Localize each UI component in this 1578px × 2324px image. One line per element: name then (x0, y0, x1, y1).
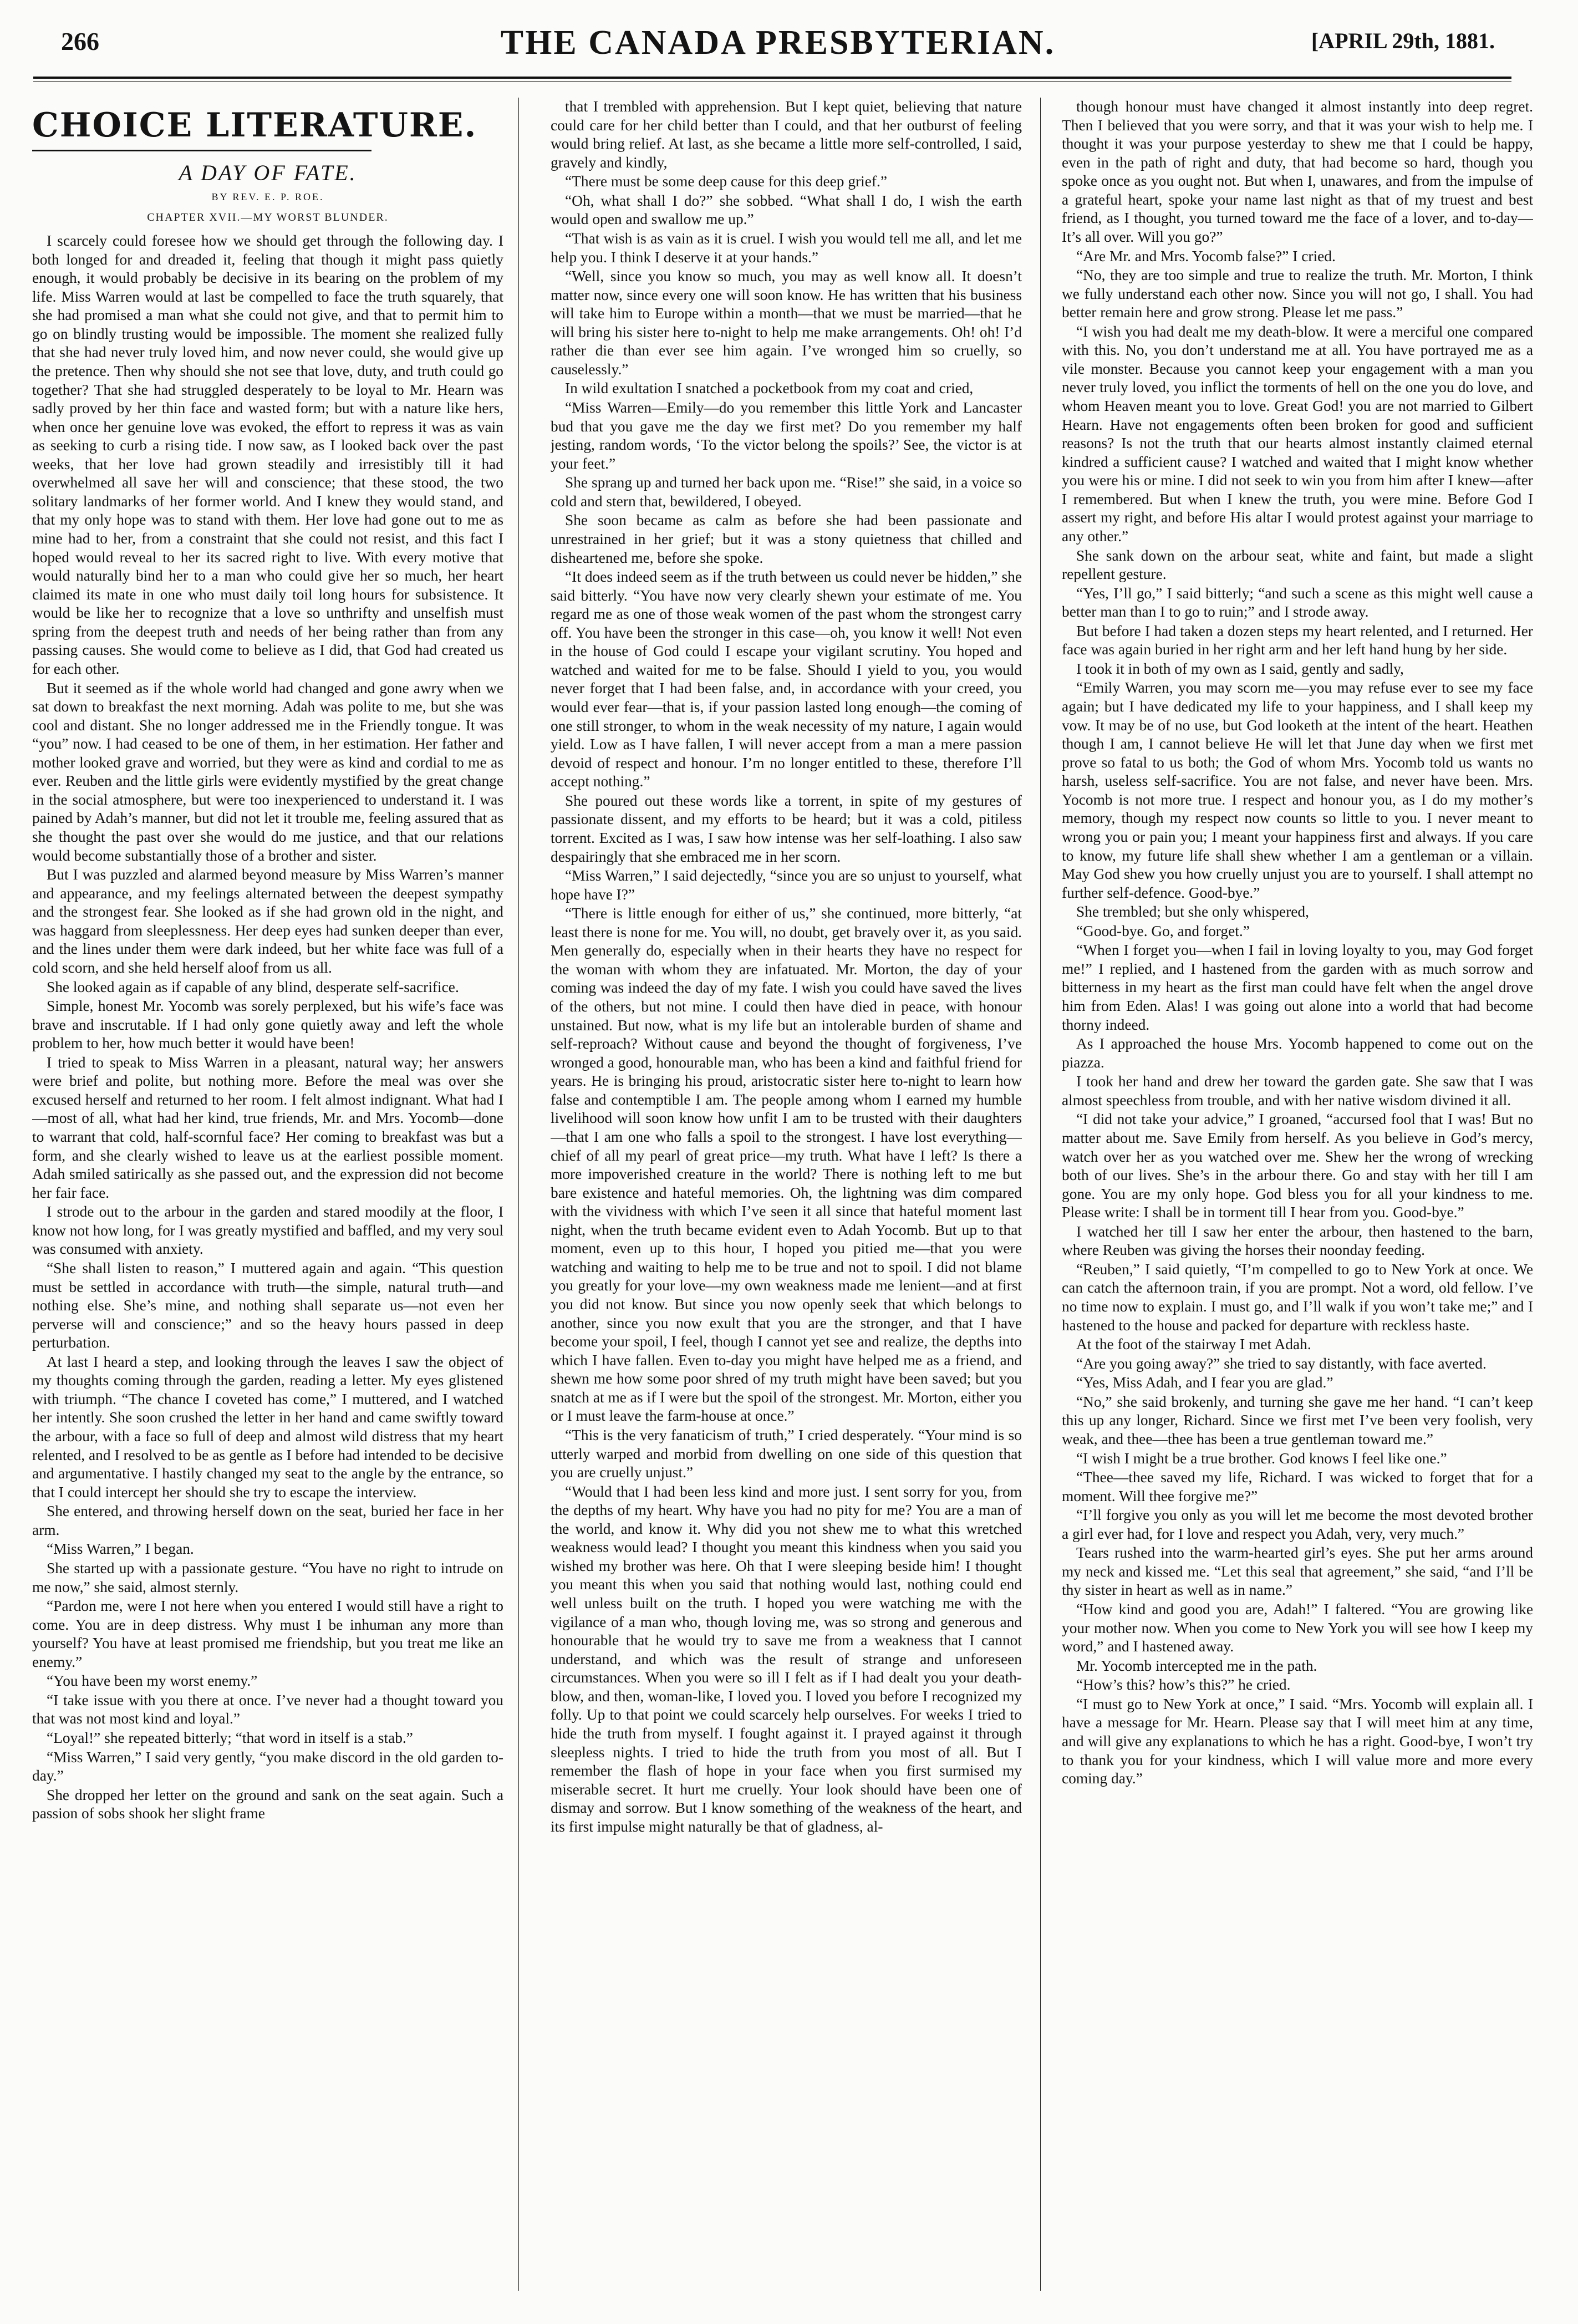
paragraph: “I must go to New York at once,” I said. “Mrs. Yocomb will explain all. I have a message for Mr. Hearn. Please say that I will meet him at any time, and will give any explanations to which he has a right. Good-bye, I won’t try to thank you for your kindness, which I will value more and more every coming day.” (1062, 1695, 1533, 1787)
paragraph: “It does indeed seem as if the truth between us could never be hidden,” she said bitterly. “You have now very clearly shewn your estimate of me. You regard me as one of those weak women of the past whom the strongest carry off. You have been the stronger in this case—oh, you know it well! Not even in the house of God could I escape your vigilant scrutiny. You hoped and watched and waited for me to be false. Should I yield to you, you would never forget that I had been false, and, in accordance with your creed, you would ever fear—that is, if your passion lasted long enough—the coming of one still stronger, to whom in the weak necessity of my nature, I again would yield. Low as I have fallen, I will never accept from a man a mere passion devoid of respect and honour. I’m no longer entitled to these, therefore I’ll accept nothing.” (551, 568, 1022, 790)
paragraph: Mr. Yocomb intercepted me in the path. (1076, 1657, 1317, 1674)
paragraph: I took her hand and drew her toward the garden gate. She saw that I was almost speechless from trouble, and with her native wisdom divined it all. (1062, 1073, 1533, 1108)
section-heading-rule (32, 150, 371, 151)
paragraph: I tried to speak to Miss Warren in a pleasant, natural way; her answers were brief and polite, but nothing more. Before the meal was over she excused herself and returned to her room. I felt almost indignant. What had I—most of all, what had her kind, true friends, Mr. and Mrs. Yocomb—done to warrant that cold, half-scornful face? Her coming to breakfast was but a form, and she clearly wished to leave us at the earliest possible moment. Adah smiled satirically as she passed out, and the expression did not become her fair face. (32, 1054, 503, 1201)
paragraph: I took it in both of my own as I said, gently and sadly, (1076, 660, 1404, 677)
paragraph: “Yes, I’ll go,” I said bitterly; “and such a scene as this might well cause a better man than I to go to ruin;” and I strode away. (1062, 584, 1533, 621)
paragraph: Simple, honest Mr. Yocomb was sorely perplexed, but his wife’s face was brave and inscrutable. If I had only gone quietly away and left the whole problem to her, how much better it would have been! (32, 998, 503, 1052)
paragraph: “Pardon me, were I not here when you entered I would still have a right to come. You are in deep distress. Why must I be inhuman any more than yourself? You have at least promised me friendship, but you treat me like an enemy.” (32, 1598, 503, 1670)
paragraph: “Miss Warren,” I said dejectedly, “since you are so unjust to yourself, what hope have I?” (551, 867, 1022, 903)
paper-title: THE CANADA PRESBYTERIAN. (500, 24, 1056, 62)
column-1 (32, 98, 503, 2285)
paragraph: “She shall listen to reason,” I muttered again and again. “This question must be settled in accordance with truth—the simple, natural truth—and nothing else. She’s mine, and nothing shall separate us—not even her perverse will and conscience;” and so the heavy hours passed in deep perturbation. (32, 1259, 503, 1351)
paragraph: She sprang up and turned her back upon me. “Rise!” she said, in a voice so cold and stern that, bewildered, I obeyed. (551, 474, 1022, 510)
paragraph: “No, they are too simple and true to realize the truth. Mr. Morton, I think we fully understand each other now. Since you will not go, I shall. You had better remain here and grow strong. Please let me pass.” (1062, 267, 1533, 321)
paragraph: “There is little enough for either of us,” she continued, more bitterly, “at least there is none for me. You will, no doubt, get bravely over it, as you said. Men generally do, especially when in their hearts they have no respect for the woman with whom they are infatuated. Mr. Morton, the day of your coming was indeed the day of my fate. I wish you could have saved the lives of the others, but not mine. I could then have died in peace, with honour unstained. But now, what is my life but an intolerable burden of shame and self-reproach? Without cause and beyond the thought of forgiveness, I’ve wronged a good, honourable man, who has been a kind and faithful friend for years. He is bringing his proud, aristocratic sister here to-night to learn how false and contemptible I am. The people among whom I earned my humble livelihood will soon know how unfit I am to be trusted with their daughters—that I am one who falls a spoil to the strongest. I have lost everything—chief of all my pearl of great price—my truth. What have I left? Is there a more impoverished creature in the world? There is nothing left to me but bare existence and hateful memories. Oh, the lightning was dim compared with the vividness with which I’ve seen it all since that hateful moment last night, when the truth became evident even to Adah Yocomb. But up to that moment, even up to this hour, I hoped you pitied me—that you were watching and waiting to help me to be true and not to spoil. I did not blame you greatly for your love—my own weakness made me lenient—and at first you did not know. But since you now openly seek that which belongs to another, since you now exult that you are the stronger, and that I have become your spoil, I feel, though I cannot yet see and realize, the depths into which I have fallen. Even to-day you might have helped me as a friend, and shewn me how some poor shred of my truth might have been saved; but you snatch at me as if I were but the spoil of the strongest. Mr. Morton, either you or I must leave the farm-house at once.” (551, 905, 1022, 1425)
paragraph: I strode out to the arbour in the garden and stared moodily at the floor, I know not how long, for I was greatly mystified and baffled, and my very soul was consumed with anxiety. (32, 1203, 503, 1258)
story-title: A DAY OF FATE. (179, 160, 357, 185)
paragraph: “Good-bye. Go, and forget.” (1076, 922, 1250, 939)
paragraph: though honour must have changed it almost instantly into deep regret. Then I believed that you were sorry, and that it was your wish to help me. I thought it was your purpose yesterday to shew me that I could be happy, even in the path of right and duty, that had become so hard, though you spoke once as you ought not. But when I, unawares, and from the impulse of a grateful heart, spoke your name last night as that of my truest and best friend, as I thought, you turned toward me the face of a lover, and to-day—It’s all over. Will you go?” (1062, 98, 1533, 245)
paragraph: “Reuben,” I said quietly, “I’m compelled to go to New York at once. We can catch the afternoon train, if you are prompt. Not a word, old fellow. I’ve no time now to explain. I must go, and I’ll walk if you won’t take me;” and I hastened to the house and packed for departure with reckless haste. (1062, 1260, 1533, 1334)
masthead (61, 24, 1495, 65)
paragraph: “Miss Warren,” I began. (47, 1540, 194, 1558)
paragraph: “How kind and good you are, Adah!” I faltered. “You are growing like your mother now. When you come to New York you will see how I keep my word,” and I hastened away. (1062, 1601, 1533, 1655)
paragraph: “Well, since you know so much, you may as well know all. It doesn’t matter now, since every one will soon know. He has written that his business will take him to Europe within a month—that we must be married—that he will bring his sister here to-night to help me make arrangements. Oh! oh! I’d rather die than ever see him again. I’ve wronged him so cruelly, so causelessly.” (551, 268, 1022, 378)
paragraph: As I approached the house Mrs. Yocomb happened to come out on the piazza. (1062, 1035, 1533, 1071)
paragraph: “When I forget you—when I fail in loving loyalty to you, may God forget me!” I replied, and I hastened from the garden with as much sorrow and bitterness in my heart as the first man could have felt when the angel drove him from Eden. Alas! I was going out alone into a world that had become thorny indeed. (1062, 942, 1533, 1033)
paragraph: “Thee—thee saved my life, Richard. I was wicked to forget that for a moment. Will thee forgive me?” (1062, 1469, 1533, 1504)
page-number: 266 (61, 27, 99, 55)
paragraph: But I was puzzled and alarmed beyond measure by Miss Warren’s manner and appearance, and my feelings alternated between the deepest sympathy and the strongest fear. She looked as if she had grown old in the night, and was haggard from sleeplessness. Her deep eyes had sunken deeper than ever, and the lines under them were dark indeed, but her white face was full of a cold scorn, and she held herself aloof from us all. (32, 866, 503, 976)
column-divider (1040, 98, 1041, 2291)
paragraph: “Oh, what shall I do?” she sobbed. “What shall I do, I wish the earth would open and swallow me up.” (551, 192, 1022, 228)
paragraph: “I take issue with you there at once. I’ve never had a thought toward you that was not most kind and loyal.” (32, 1691, 503, 1727)
column-3-body (1062, 98, 1533, 1788)
paragraph: “I’ll forgive you only as you will let me become the most devoted brother a girl ever had, for I love and respect you Adah, very, very much.” (1062, 1507, 1533, 1542)
paragraph: “There must be some deep cause for this deep grief.” (565, 173, 888, 190)
paragraph: In wild exultation I snatched a pocketbook from my coat and cried, (565, 380, 974, 397)
chapter-heading: CHAPTER XVII.—MY WORST BLUNDER. (147, 211, 389, 223)
column-1-body (32, 232, 503, 1823)
paragraph: I watched her till I saw her enter the arbour, then hastened to the barn, where Reuben was giving the horses their noonday feeding. (1062, 1223, 1533, 1259)
paragraph: But it seemed as if the whole world had changed and gone awry when we sat down to breakfast the next morning. Adah was polite to me, but she was cool and distant. She no longer addressed me in the Friendly tongue. It was “you” now. I had ceased to be one of them, in her estimation. Her father and mother looked grave and worried, but they were as kind and cordial to me as ever. Reuben and the little girls were evidently mystified by the great change in the social atmosphere, but were too inexperienced to understand it. I was pained by Adah’s manner, but did not let it trouble me, feeling assured that as she thought the past over she would do me justice, and that our relations would become substantially those of a brother and sister. (32, 679, 503, 864)
paragraph: She dropped her letter on the ground and sank on the seat again. Such a passion of sobs shook her slight frame (32, 1786, 503, 1822)
paragraph: “Are you going away?” she tried to say distantly, with face averted. (1076, 1355, 1487, 1372)
paragraph: But before I had taken a dozen steps my heart relented, and I returned. Her face was again buried in her right arm and her left hand hung by her side. (1062, 622, 1533, 658)
paragraph: that I trembled with apprehension. But I kept quiet, believing that nature could care for her child better than I could, and that her outburst of feeling would bring relief. At last, as she became a little more self-controlled, I said, gravely and kindly, (551, 98, 1022, 171)
paragraph: She entered, and throwing herself down on the seat, buried her face in her arm. (32, 1503, 503, 1538)
paragraph: She soon became as calm as before she had been passionate and unrestrained in her grief; but it was a stony quietness that chilled and disheartened me, before she spoke. (551, 512, 1022, 566)
paragraph: Tears rushed into the warm-hearted girl’s eyes. She put her arms around my neck and kissed me. “Let this seal that agreement,” she said, “and I’ll be thy sister in heart as well as in name.” (1062, 1544, 1533, 1599)
paragraph: “Emily Warren, you may scorn me—you may refuse ever to see my face again; but I have dedicated my life to your happiness, and I shall keep my vow. It may be of no use, but God looketh at the intent of the heart. Heathen though I am, I cannot believe He will let that June day when we first met prove so fatal to us both; the God of whom Mrs. Yocomb told us wants no harsh, useless self-sacrifice. You are not false, and never have been. Mrs. Yocomb is not more true. I respect and honour you, as I do my mother’s memory, though my respect now counts so little to you. I never meant to wrong you or pain you; I meant your happiness first and always. If you care to know, my future life shall shew whether I am a gentleman or a villain. May God shew you how cruelly unjust you are to yourself. I shall attempt no further self-defence. Good-bye.” (1062, 679, 1533, 901)
paragraph: “I did not take your advice,” I groaned, “accursed fool that I was! But no matter about me. Save Emily from herself. As you believe in God’s mercy, watch over her as you watched over me. Shew her the wrong of wrecking both of our lives. She’s in the arbour there. Go and stay with her till I am gone. You are my only hope. God bless you for all your kindness to me. Please write: I shall be in torment till I hear from you. Good-bye.” (1062, 1111, 1533, 1221)
paragraph: “Would that I had been less kind and more just. I sent sorry for you, from the depths of my heart. Why have you had no pity for me? You are a man of the world, and know it. Why did you not shew me to what this wretched weakness would lead? I thought you meant this kindness when you said you wished my brother was here. Oh that I were sleeping beside him! I thought you meant this when you said that nothing would last, nothing could end well unless built on the truth. I hoped you were watching me with the vigilance of a man who, though loving me, was so strong and generous and honourable that he would try to save me from a weakness that I cannot understand, and which was the result of strange and unforeseen circumstances. When you were so ill I felt as if I had dealt you your death-blow, and then, woman-like, I loved you. I loved you before I recognized my folly. Up to that point we could scarcely help ourselves. For weeks I tried to hide the truth from myself. I fought against it. I prayed against it through sleepless nights. I tried to hide the truth from you most of all. But I remember the flash of hope in your face when you first surmised my miserable secret. It hurt me cruelly. Your look should have been one of dismay and sorrow. But I know something of the weakness of the heart, and its first impulse might naturally be that of gladness, al- (551, 1483, 1022, 1835)
column-2 (551, 98, 1022, 2285)
paragraph: She looked again as if capable of any blind, desperate self-sacrifice. (47, 978, 459, 995)
masthead-rule-thin (33, 81, 1511, 82)
paragraph: At the foot of the stairway I met Adah. (1076, 1336, 1311, 1353)
section-heading: CHOICE LITERATURE. (32, 106, 477, 145)
paragraph: “That wish is as vain as it is cruel. I wish you would tell me all, and let me help you. I think I deserve it at your hands.” (551, 230, 1022, 266)
paragraph: “Miss Warren—Emily—do you remember this little York and Lancaster bud that you gave me the day we first met? Do you remember my half jesting, random words, ‘To the victor belong the spoils?’ See, the victor is at your feet.” (551, 399, 1022, 472)
paragraph: I scarcely could foresee how we should get through the following day. I both longed for and dreaded it, feeling that though it might pass quietly enough, it would probably be decisive in its bearing on the problem of my life. Miss Warren would at last be compelled to face the truth squarely, that she had promised a man what she could not give, and that to permit him to go on blindly trusting would be impossible. The moment she realized fully that she had never truly loved him, and now never could, she would give up the pretence. Then why should she not see that love, duty, and truth could go together? That she had struggled desperately to be loyal to Mr. Hearn was sadly proved by her thin face and wasted form; but with a nature like hers, when once her genuine love was evoked, the effort to repress it was as vain as seeking to curb a rising tide. I now saw, as I looked back over the past weeks, that her love had grown steadily and irresistibly till it had overwhelmed all save her will and conscience; that these stood, the two solitary landmarks of her former world. And I knew they would stand, and that my only hope was to stand with them. Her love had gone out to me as mine had to her, from a constraint that she could not resist, and this fact I hoped would reveal to her its sacred right to live. With every motive that would naturally bind her to a man who could give her so much, her heart claimed its mate in one who must daily toil long hours for subsistence. It would be like her to recognize that a love so unthrifty and unselfish must spring from the deepest truth and needs of her being rather than from any passing causes. She would come to believe as I did, that God had created us for each other. (32, 232, 503, 677)
paragraph: “Miss Warren,” I said very gently, “you make discord in the old garden to-day.” (32, 1748, 503, 1784)
paragraph: “This is the very fanaticism of truth,” I cried desperately. “Your mind is so utterly warped and morbid from dwelling on one side of this question that you are cruelly unjust.” (551, 1426, 1022, 1481)
paragraph: She trembled; but she only whispered, (1076, 903, 1309, 921)
paragraph: “Are Mr. and Mrs. Yocomb false?” I cried. (1076, 247, 1336, 265)
paragraph: “How’s this? how’s this?” he cried. (1076, 1676, 1291, 1694)
paragraph: “Loyal!” she repeated bitterly; “that word in itself is a stab.” (47, 1730, 413, 1747)
paragraph: “I wish you had dealt me my death-blow. It were a merciful one compared with this. No, you don’t understand me at all. You have portrayed me as a vile monster. Because you cannot keep your engagement with a man you never truly loved, you inflict the torments of hell on the one you do love, and whom Heaven meant you to love. Great God! you are not married to Gilbert Hearn. Have not engagements often been broken for good and sufficient reasons? Is not the truth that our hearts almost instantly claimed eternal kindred a sufficient cause? I watched and waited that I might know whether you were his or mine. I did not seek to win you from him after I knew—after I remembered. But when I knew the truth, you were mine. Before God I assert my right, and before His altar I would protest against your marriage to any other.” (1062, 323, 1533, 545)
paragraph: “You have been my worst enemy.” (47, 1672, 258, 1690)
issue-date: [APRIL 29th, 1881. (1311, 28, 1495, 53)
column-divider (518, 98, 519, 2291)
column-3 (1062, 98, 1533, 2285)
paragraph: She poured out these words like a torrent, in spite of my gestures of passionate dissent, and my efforts to be heard; but it was a cold, pitiless torrent. Excited as I was, I saw how intense was her self-loathing. I also saw despairingly that she embraced me in her scorn. (551, 792, 1022, 865)
masthead-rule (33, 77, 1511, 79)
column-2-body (551, 98, 1022, 1836)
paragraph: “Yes, Miss Adah, and I fear you are glad.” (1076, 1374, 1333, 1391)
paragraph: “No,” she said brokenly, and turning she gave me her hand. “I can’t keep this up any longer, Richard. Since we first met I’ve been very foolish, very weak, and thee—thee has been a true gentleman toward me.” (1062, 1393, 1533, 1447)
byline: BY REV. E. P. ROE. (211, 191, 324, 202)
paragraph: She sank down on the arbour seat, white and faint, but made a slight repellent gesture. (1062, 547, 1533, 583)
paragraph: At last I heard a step, and looking through the leaves I saw the object of my thoughts coming through the garden, reading a letter. My eyes glistened with triumph. “The chance I coveted has come,” I muttered, and I watched her intently. She soon crushed the letter in her hand and came swiftly toward the arbour, with a face so full of deep and almost wild distress that my heart relented, and I resolved to be as gentle as I before had intended to be decisive and argumentative. I hastily changed my seat to the angle by the entrance, so that I could intercept her should she try to escape the interview. (32, 1353, 503, 1501)
paragraph: “I wish I might be a true brother. God knows I feel like one.” (1076, 1450, 1447, 1467)
paragraph: She started up with a passionate gesture. “You have no right to intrude on me now,” she said, almost sternly. (32, 1559, 503, 1595)
